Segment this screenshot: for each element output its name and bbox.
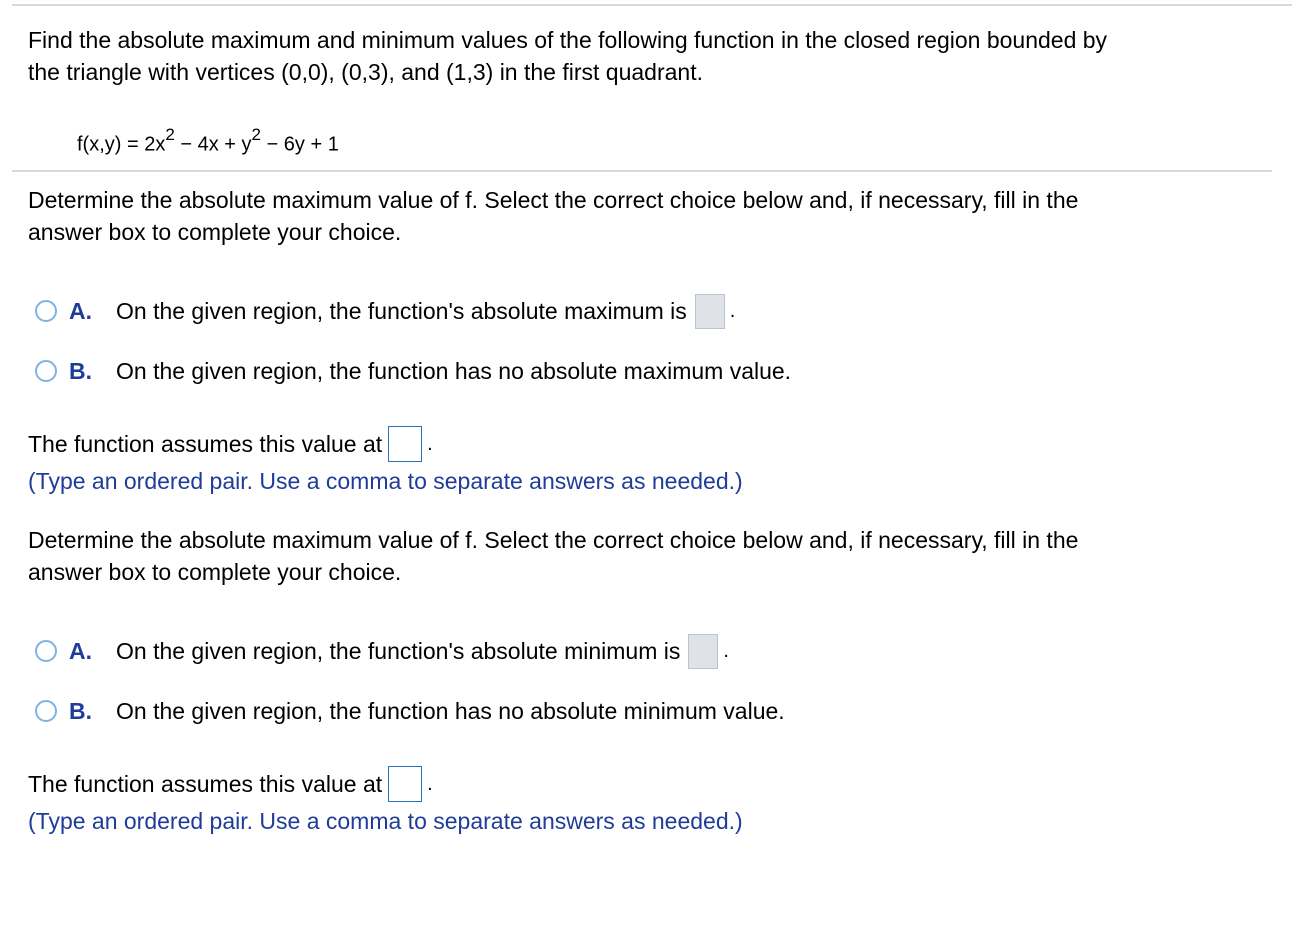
max-value-input[interactable] [695, 294, 725, 329]
max-option-a-radio[interactable] [35, 300, 57, 322]
max-hint: (Type an ordered pair. Use a comma to separate answers as needed.) [28, 468, 743, 494]
max-option-b-text: On the given region, the function has no absolute maximum value. [116, 357, 792, 384]
min-location-input[interactable] [388, 766, 422, 802]
min-hint: (Type an ordered pair. Use a comma to separate answers as needed.) [28, 808, 743, 834]
max-location-period: . [427, 432, 433, 455]
max-option-b[interactable] [35, 354, 791, 388]
min-option-a-period: . [723, 639, 729, 662]
min-option-b-radio[interactable] [35, 700, 57, 722]
section-divider [12, 170, 1272, 172]
function-formula [77, 124, 339, 159]
min-option-a-letter: A. [69, 637, 92, 664]
top-divider [12, 4, 1292, 6]
problem-text-line1: Find the absolute maximum and minimum values of the following function in the closed region bounded by [28, 27, 1108, 53]
max-option-a[interactable] [35, 294, 735, 328]
max-option-a-text: On the given region, the function's absolute maximum is [116, 297, 687, 324]
min-option-a-radio[interactable] [35, 640, 57, 662]
formula-part-2: − 4x + y [174, 133, 252, 156]
formula-part-3: − 6y + 1 [261, 133, 339, 156]
min-location-label: The function assumes this value at [28, 770, 383, 797]
max-option-b-letter: B. [69, 357, 92, 384]
min-option-b-text: On the given region, the function has no absolute minimum value. [116, 697, 785, 724]
min-option-a-text: On the given region, the function's absolute minimum is [116, 637, 681, 664]
min-location-period: . [427, 772, 433, 795]
max-option-a-period: . [729, 299, 736, 322]
min-location-row [28, 764, 433, 804]
max-location-row [28, 424, 433, 464]
min-instruction-line2: answer box to complete your choice. [28, 559, 402, 585]
max-instruction-line1: Determine the absolute maximum value of f. Select the correct choice below and, if necessary, fill in the [28, 187, 1079, 213]
max-option-b-radio[interactable] [35, 360, 57, 382]
problem-text-line2: the triangle with vertices (0,0), (0,3), and (1,3) in the first quadrant. [28, 59, 703, 85]
max-instruction-line2: answer box to complete your choice. [28, 219, 402, 245]
min-option-b-letter: B. [69, 697, 92, 724]
min-option-b[interactable] [35, 694, 785, 728]
formula-exponent-2: 2 [251, 125, 262, 144]
max-location-label: The function assumes this value at [28, 430, 383, 457]
max-option-a-letter: A. [69, 297, 92, 324]
formula-part-1: f(x,y) = 2x [77, 133, 166, 156]
min-option-a[interactable] [35, 634, 729, 668]
min-value-input[interactable] [688, 634, 718, 669]
min-instruction-line1: Determine the absolute maximum value of f. Select the correct choice below and, if necessary, fill in the [28, 527, 1079, 553]
max-location-input[interactable] [388, 426, 422, 462]
formula-exponent-1: 2 [165, 125, 175, 144]
